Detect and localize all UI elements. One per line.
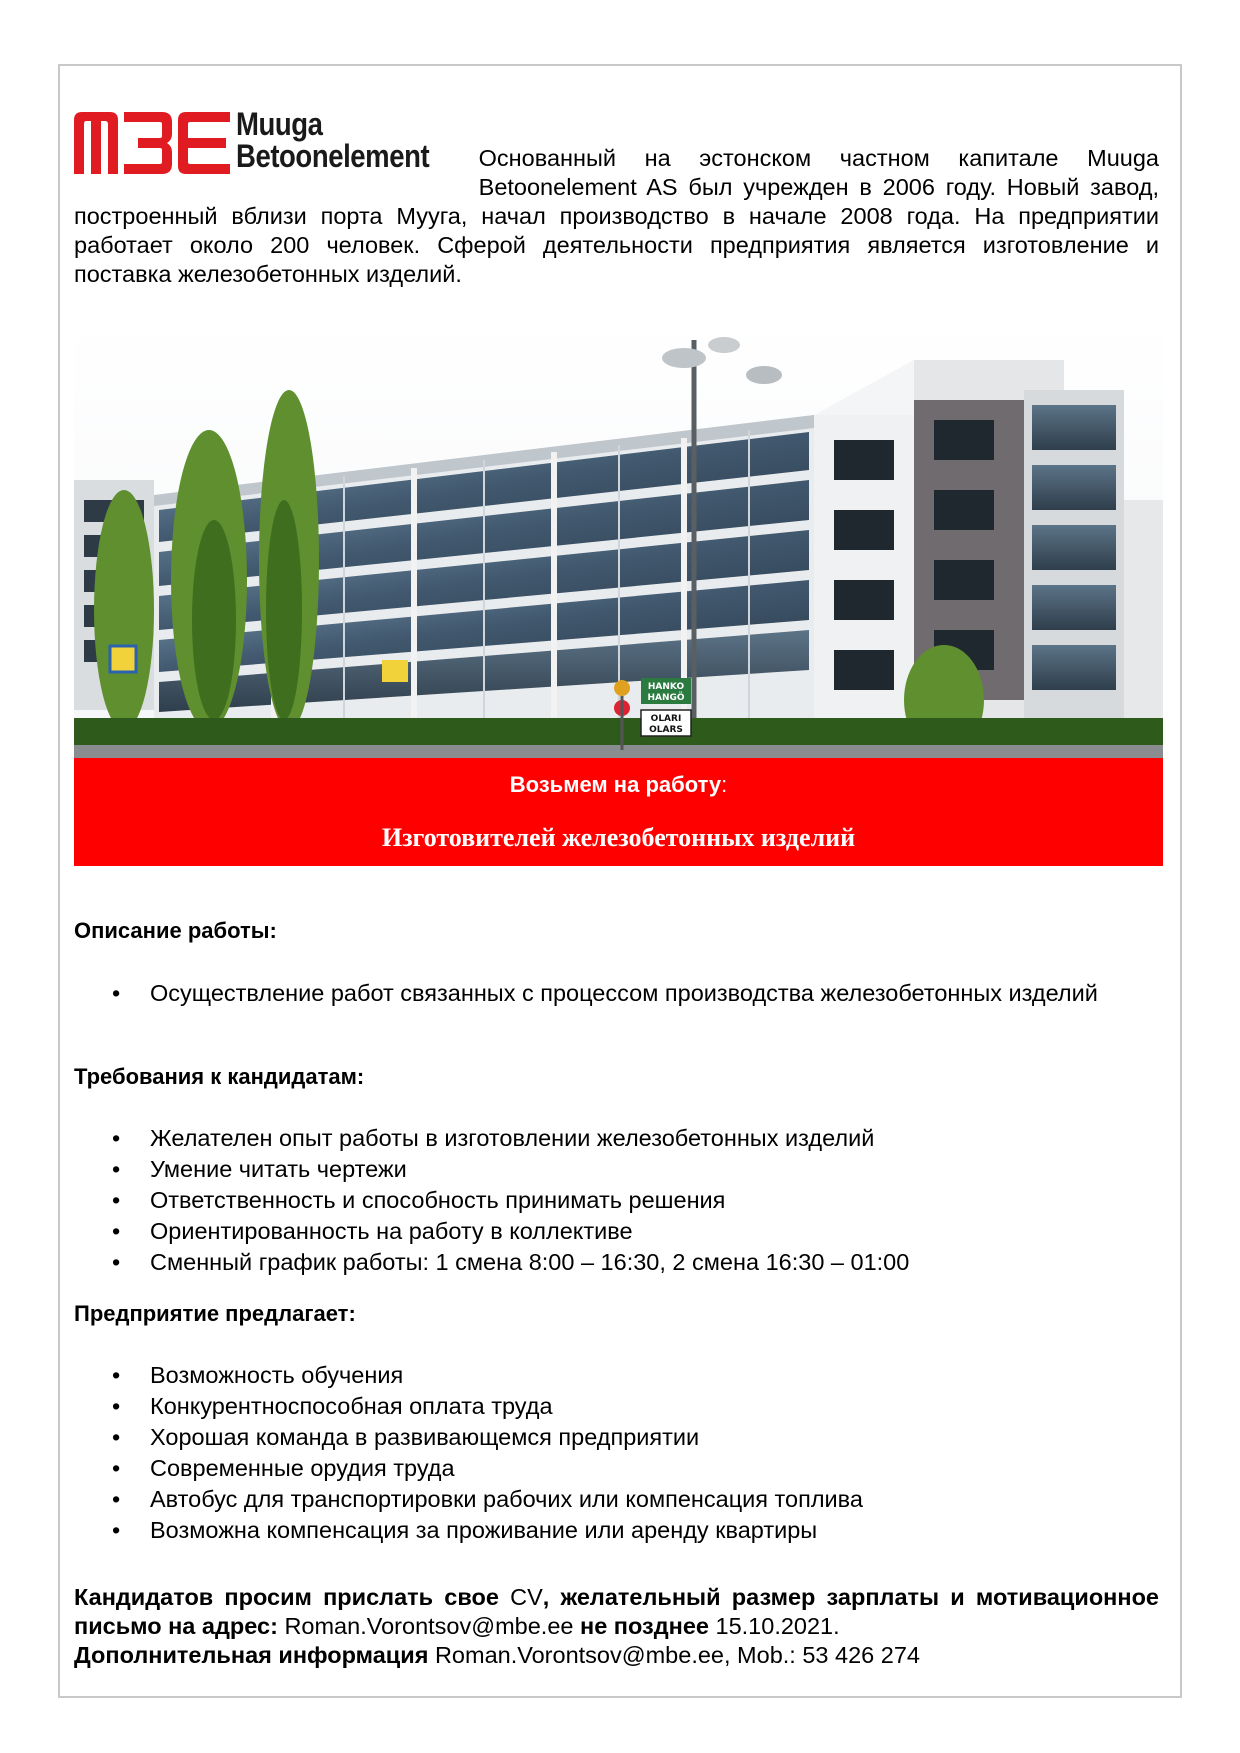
logo-text-line2: Betoonelement [236,138,430,174]
sign-olars: OLARS [649,725,683,735]
list-item: • Ответственность и способность принимать решения [74,1185,1159,1216]
sign-hango: HANGÖ [647,693,685,703]
sign-olari: OLARI [650,714,682,724]
offers-title: Предприятие предлагает: [74,1301,356,1326]
mbe-logo-icon [74,112,230,174]
list-item: • Автобус для транспортировки рабочих или компенсация топлива [74,1484,1159,1515]
offers-list [74,1360,1159,1546]
list-item: • Ориентированность на работу в коллективе [74,1216,1159,1247]
intro-paragraph: Основанный на эстонском частном капитале Muuga Betoonelement AS был учрежден в 2006 году. Новый завод, построенный вблизи порта Мууга, начал производство в начале 2008 года. На предприятии работает около 200 человек. Сферой деятельности предприятия является изготовление и поставка железобетонных изделий. [74,145,1159,287]
list-item: • Конкурентноспособная оплата труда [74,1391,1159,1422]
list-item: • Умение читать чертежи [74,1154,1159,1185]
contact-info: Roman.Vorontsov@mbe.ee, Mob.: 53 426 274 [434,1642,920,1668]
requirements-list [74,1123,1159,1278]
hiring-banner [74,758,1163,866]
banner-position-title: Изготовителей железобетонных изделий [381,823,856,852]
application-instructions [74,1583,1159,1670]
building-photo [74,320,1163,758]
company-logo [74,100,461,174]
list-item: • Сменный график работы: 1 смена 8:00 – 16:30, 2 смена 16:30 – 01:00 [74,1247,1159,1278]
sign-hanko: HANKO [647,682,685,692]
deadline-date: 15.10.2021. [715,1613,840,1639]
apply-paragraph: Кандидатов просим прислать свое CV, желательный размер зарплаты и мотивационное письмо на адрес: Roman.Vorontsov@mbe.ee не позднее 15.10.2021. [74,1584,1159,1639]
requirements-title: Требования к кандидатам: [74,1064,365,1089]
job-description-list [74,978,1159,1009]
list-item: • Осуществление работ связанных с процессом производства железобетонных изделий [74,978,1159,1009]
cv-text: CV [510,1584,543,1610]
logo-text-line1: Muuga [236,106,323,142]
list-item: • Возможность обучения [74,1360,1159,1391]
list-item: • Хорошая команда в развивающемся предприятии [74,1422,1159,1453]
banner-heading: Возьмем на работу: [509,772,728,797]
list-item: • Желателен опыт работы в изготовлении железобетонных изделий [74,1123,1159,1154]
job-description-title: Описание работы: [74,918,277,943]
list-item: • Возможна компенсация за проживание или аренду квартиры [74,1515,1159,1546]
contact-email[interactable]: Roman.Vorontsov@mbe.ee [284,1613,574,1639]
list-item: • Современные орудия труда [74,1453,1159,1484]
info-paragraph: Дополнительная информация Roman.Vorontsov@mbe.ee, Mob.: 53 426 274 [74,1642,920,1668]
company-intro [74,100,1159,289]
